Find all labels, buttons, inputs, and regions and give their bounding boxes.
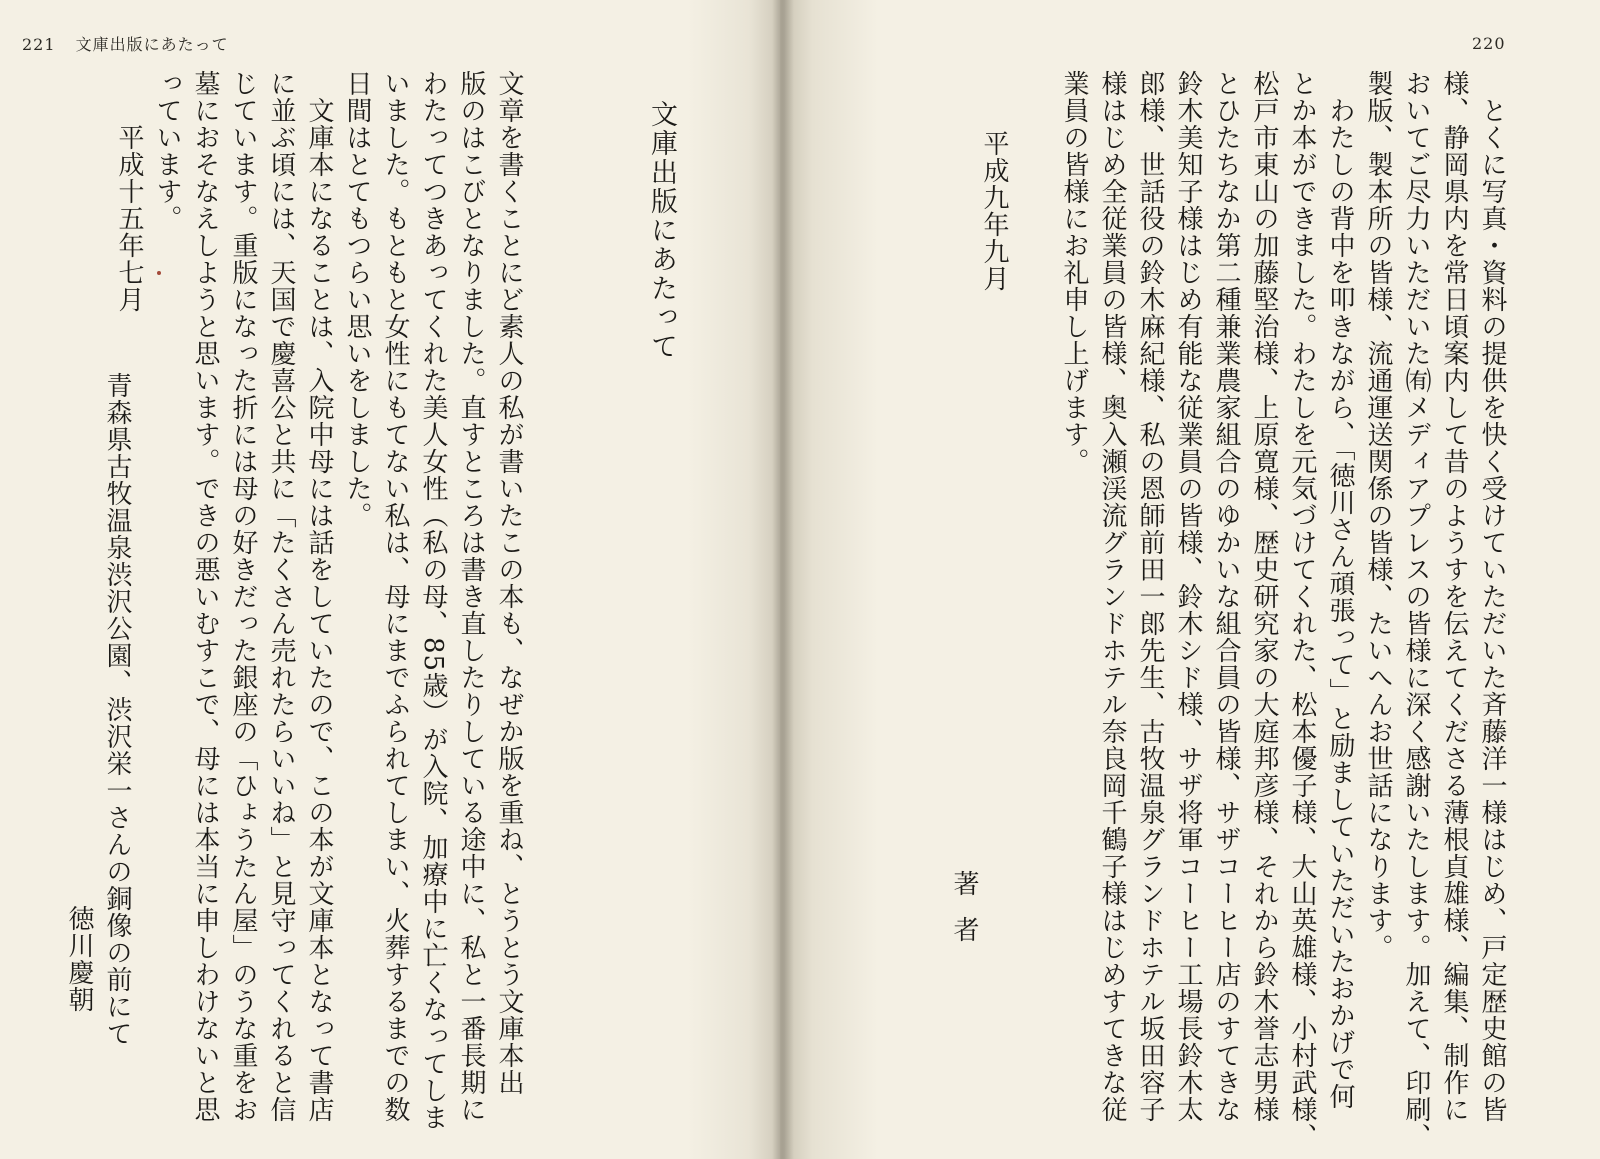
body-line: わたってつきあってくれた美人女性（私の母、85歳）が入院、加療中に亡くなってしま xyxy=(418,70,448,1132)
body-line: とくに写真・資料の提供を快く受けていただいた斉藤洋一様はじめ、戸定歴史館の皆 xyxy=(1477,70,1507,1123)
body-line: っています。 xyxy=(152,70,182,232)
left-date: 平成十五年七月 xyxy=(114,124,144,313)
body-line: 鈴木美知子様はじめ有能な従業員の皆様、鈴木シド様、サザ将軍コーヒー工場長鈴木太 xyxy=(1173,70,1203,1123)
right-author: 著者 xyxy=(949,870,979,962)
body-line: じています。重版になった折には母の好きだった銀座の「ひょうたん屋」のうな重をお xyxy=(228,70,258,1123)
left-body-text xyxy=(148,70,528,1132)
body-line: おいてご尽力いただいた㈲メディアプレスの皆様に深く感謝いたします。加えて、印刷、 xyxy=(1401,70,1431,1150)
body-line: 様、静岡県内を常日頃案内して昔のようすを伝えてくださる薄根貞雄様、編集、制作に xyxy=(1439,70,1469,1123)
page-number-right: 220 xyxy=(1472,34,1506,53)
body-line: 松戸市東山の加藤堅治様、上原寛様、歴史研究家の大庭邦彦様、それから鈴木誉志男様 xyxy=(1249,70,1279,1123)
book-gutter xyxy=(772,0,794,1159)
page-number-left: 221 xyxy=(22,35,56,54)
body-line: いました。もともと女性にもてない私は、母にまでふられてしまい、火葬するまでの数 xyxy=(380,70,410,1123)
body-line: 文庫本になることは、入院中母には話をしていたので、この本が文庫本となって書店 xyxy=(304,70,334,1123)
chapter-title: 文庫出版にあたって xyxy=(646,100,677,361)
body-line: わたしの背中を叩きながら、「徳川さん頑張って」と励ましていただいたおかげで何 xyxy=(1325,70,1355,1110)
body-line: 業員の皆様にお礼申し上げます。 xyxy=(1059,70,1089,475)
body-line: に並ぶ頃には、天国で慶喜公と共に「たくさん売れたらいいね」と見守ってくれると信 xyxy=(266,70,296,1123)
body-line: 版のはこびとなりました。直すところは書き直したりしている途中に、私と一番長期に xyxy=(456,70,486,1123)
body-line: 墓におそなえしようと思います。できの悪いむすこで、母には本当に申しわけないと思 xyxy=(190,70,220,1123)
body-line: とか本ができました。わたしを元気づけてくれた、松本優子様、大山英雄様、小村武様、 xyxy=(1287,70,1317,1150)
right-body-text xyxy=(1055,70,1511,1150)
body-line: 様はじめ全従業員の皆様、奥入瀬渓流グランドホテル奈良岡千鶴子様はじめすてきな従 xyxy=(1097,70,1127,1123)
left-page xyxy=(0,0,780,1159)
running-head-title: 文庫出版にあたって xyxy=(75,35,229,54)
left-author: 徳川慶朝 xyxy=(64,905,94,1013)
right-date: 平成九年九月 xyxy=(979,130,1009,292)
body-line: 郎様、世話役の鈴木麻紀様、私の恩師前田一郎先生、古牧温泉グランドホテル坂田容子 xyxy=(1135,70,1165,1123)
running-head-left xyxy=(22,32,229,55)
body-line: とひたちなか第二種兼業農家組合のゆかいな組合員の皆様、サザコーヒー店のすてきな xyxy=(1211,70,1241,1123)
left-place: 青森県古牧温泉渋沢公園、渋沢栄一さんの銅像の前にて xyxy=(102,372,132,1047)
right-page xyxy=(780,0,1600,1159)
body-line: 日間はとてもつらい思いをしました。 xyxy=(342,70,372,529)
body-line: 製版、製本所の皆様、流通運送関係の皆様、たいへんお世話になります。 xyxy=(1363,70,1393,961)
body-line: 文章を書くことにど素人の私が書いたこの本も、なぜか版を重ね、とうとう文庫本出 xyxy=(494,70,524,1096)
ink-speck xyxy=(157,271,161,275)
